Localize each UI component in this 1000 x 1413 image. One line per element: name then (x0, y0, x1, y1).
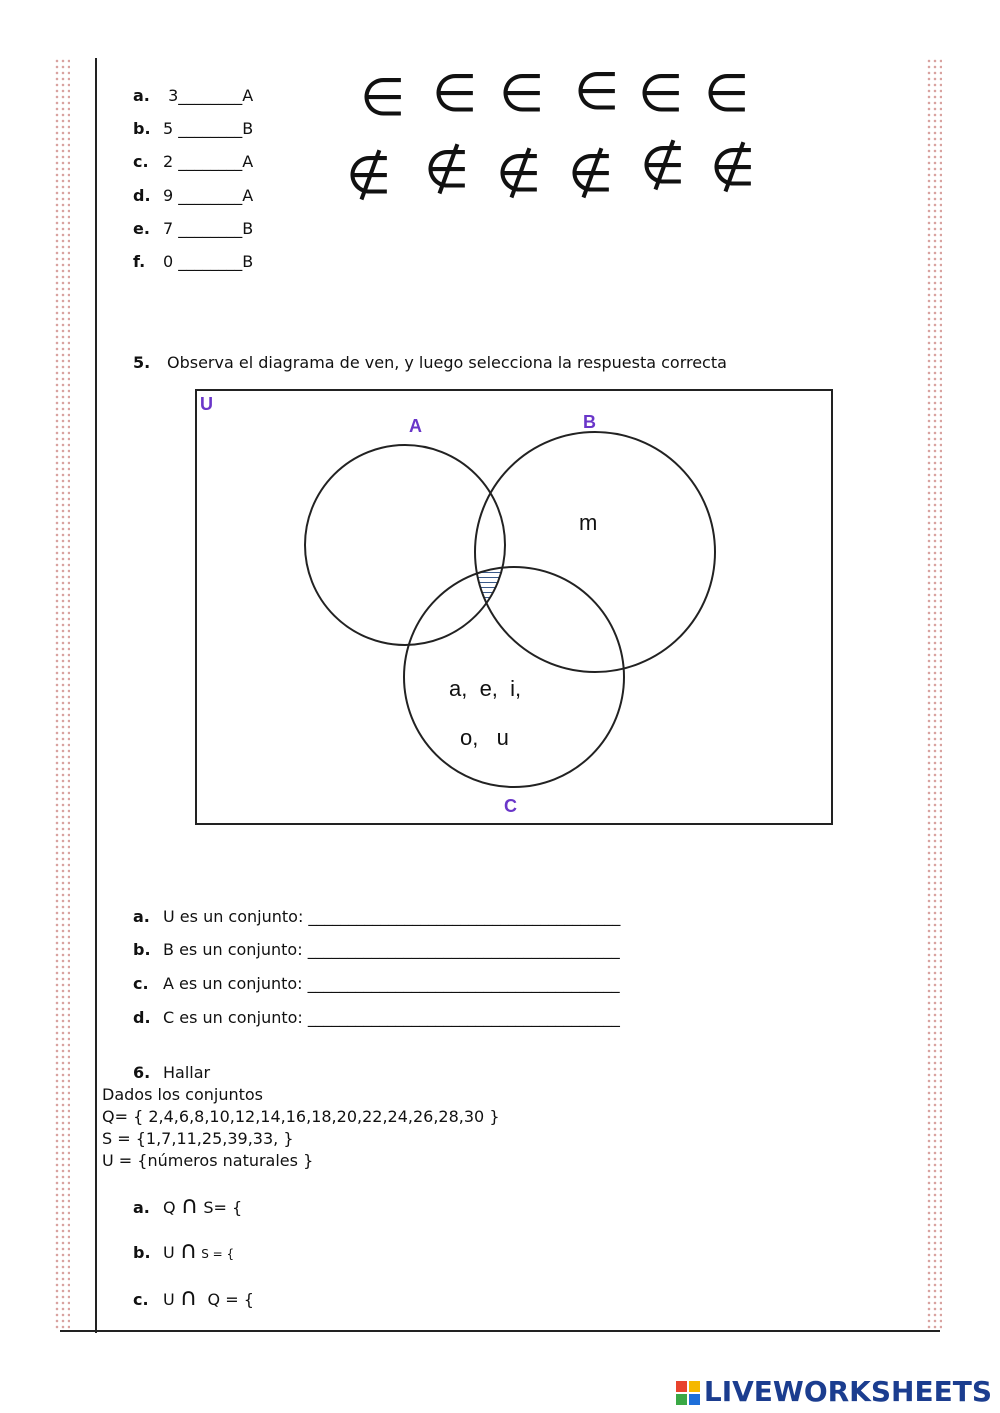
q4-item-text: 5 ________B (163, 119, 254, 138)
q4-item-text: 9 ________A (163, 186, 254, 205)
set-u-definition: U = {números naturales } (102, 1151, 314, 1170)
not-element-of-symbol[interactable]: ∉ (424, 140, 470, 200)
set-q-definition: Q= { 2,4,6,8,10,12,14,16,18,20,22,24,26,28,30 } (102, 1107, 500, 1126)
not-element-of-symbol[interactable]: ∉ (496, 144, 542, 204)
intersection-symbol: ∩ (179, 1236, 198, 1264)
c-elements-line2: o, u (460, 725, 509, 750)
q5-prompt-text: Observa el diagrama de ven, y luego selecciona la respuesta correcta (167, 353, 727, 372)
set-b-circle (475, 432, 715, 672)
not-element-of-symbol[interactable]: ∉ (346, 146, 392, 206)
q4-item-text: 7 ________B (163, 219, 254, 238)
universe-rectangle (196, 390, 832, 824)
q5-answer-text: U es un conjunto: _______________________________________ (163, 907, 621, 926)
q6-item-c[interactable]: c. U ∩ Q = { (133, 1283, 254, 1311)
q5-answer-text: B es un conjunto: _______________________________________ (163, 940, 620, 959)
q6-item-b[interactable]: b. U ∩ S = { (133, 1236, 235, 1264)
c-elements-line1: a, e, i, (449, 676, 522, 701)
set-b-label: B (583, 412, 596, 432)
set-s-definition: S = {1,7,11,25,39,33, } (102, 1129, 294, 1148)
q4-item-c: c. 2 ________A (133, 152, 254, 171)
q5-answer-d[interactable]: d. C es un conjunto: _______________________________________ (133, 1008, 620, 1027)
liveworksheets-logo-icon (676, 1381, 700, 1405)
not-element-of-symbol[interactable]: ∉ (568, 144, 614, 204)
set-c-label: C (504, 796, 517, 816)
q4-item-b: b. 5 ________B (133, 119, 254, 138)
q4-item-f: f. 0 ________B (133, 252, 254, 271)
q6-item-a[interactable]: a. Q ∩ S= { (133, 1191, 243, 1219)
element-of-symbol[interactable]: ∈ (574, 62, 620, 122)
not-element-of-symbol[interactable]: ∉ (710, 138, 756, 198)
q6-title: Hallar (163, 1063, 211, 1082)
q6-heading: 6. Hallar (133, 1063, 211, 1082)
b-only-element: m (579, 510, 598, 535)
q4-item-text: 0 ________B (163, 252, 254, 271)
element-of-symbol[interactable]: ∈ (704, 64, 750, 124)
q6-item-pre: U (163, 1290, 180, 1309)
liveworksheets-logo-text: LIVEWORKSHEETS (703, 1375, 992, 1408)
q6-item-pre: Q (163, 1198, 181, 1217)
element-of-symbol[interactable]: ∈ (360, 68, 406, 128)
q4-item-text: 3________A (163, 86, 254, 105)
q5-answer-c[interactable]: c. A es un conjunto: _______________________________________ (133, 974, 620, 993)
intersection-symbol: ∩ (179, 1283, 198, 1311)
q4-item-a: a. 3________A (133, 86, 254, 105)
element-of-symbol[interactable]: ∈ (499, 64, 545, 124)
q5-answer-text: A es un conjunto: _______________________________________ (163, 974, 620, 993)
q4-item-text: 2 ________A (163, 152, 254, 171)
q6-item-post: S = { (197, 1247, 235, 1261)
element-of-symbol[interactable]: ∈ (638, 64, 684, 124)
not-element-of-symbol[interactable]: ∉ (640, 136, 686, 196)
q4-item-e: e. 7 ________B (133, 219, 254, 238)
q5-answer-text: C es un conjunto: _______________________________________ (163, 1008, 620, 1027)
q6-intro: Dados los conjuntos (102, 1085, 263, 1104)
q6-item-post: S= { (198, 1198, 243, 1217)
element-of-symbol[interactable]: ∈ (432, 64, 478, 124)
universe-label: U (200, 394, 213, 414)
q6-item-post: Q = { (197, 1290, 254, 1309)
liveworksheets-logo[interactable] (676, 1375, 992, 1408)
q4-item-d: d. 9 ________A (133, 186, 254, 205)
q5-answer-a[interactable]: a. U es un conjunto: _______________________________________ (133, 907, 621, 926)
q5-answer-b[interactable]: b. B es un conjunto: _______________________________________ (133, 940, 620, 959)
q6-item-pre: U (163, 1243, 180, 1262)
set-a-label: A (409, 416, 422, 436)
intersection-symbol: ∩ (180, 1191, 199, 1219)
q5-prompt: 5. Observa el diagrama de ven, y luego selecciona la respuesta correcta (133, 353, 727, 372)
